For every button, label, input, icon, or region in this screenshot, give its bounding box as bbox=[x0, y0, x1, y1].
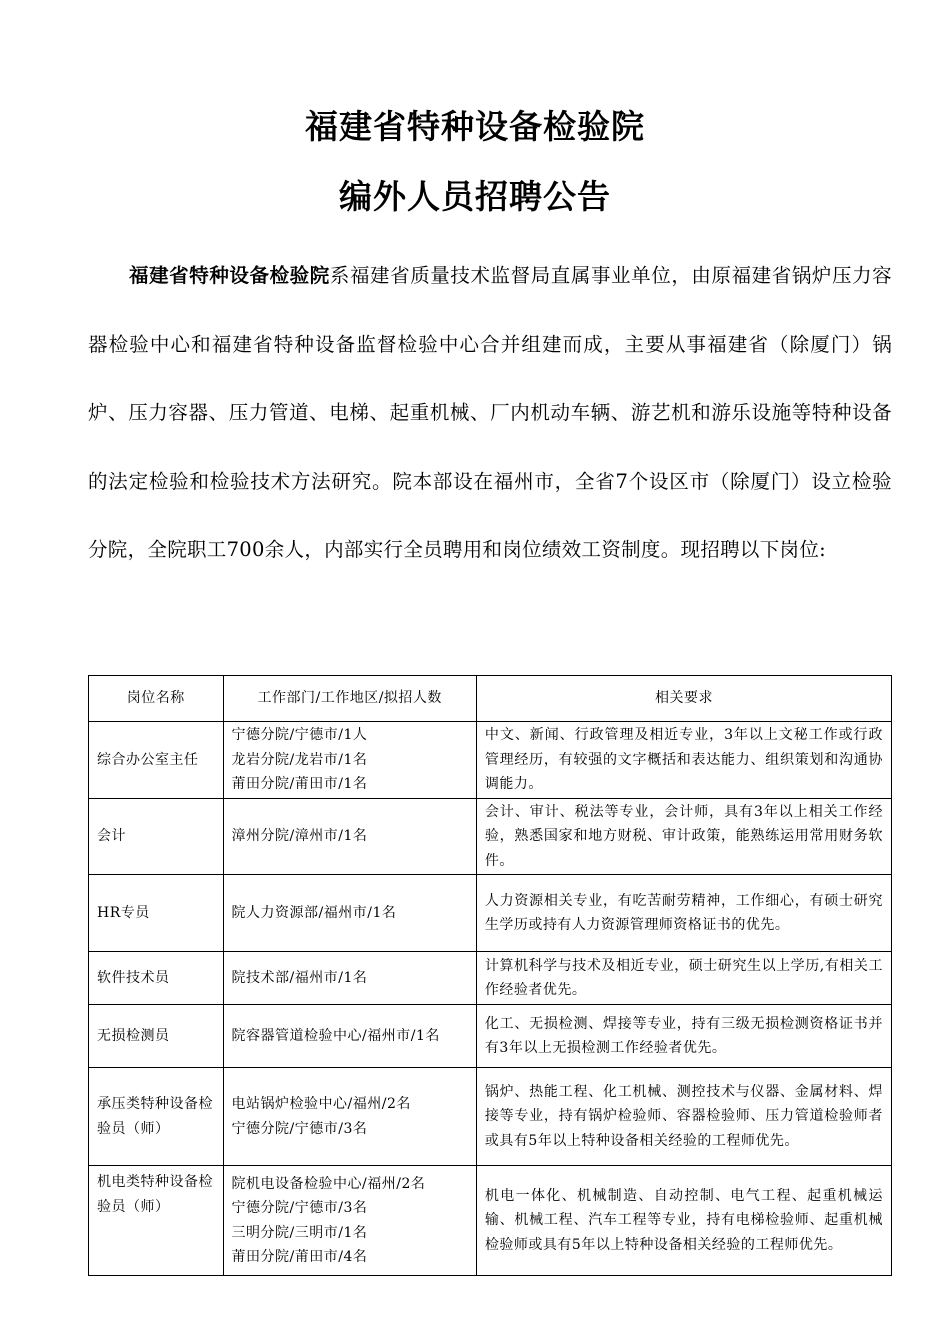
department-line: 院人力资源部/福州市/1名 bbox=[231, 904, 397, 921]
position-cell: 综合办公室主任 bbox=[89, 722, 224, 799]
intro-org-name: 福建省特种设备检验院 bbox=[129, 264, 330, 287]
position-cell: 软件技术员 bbox=[89, 952, 224, 1005]
department-line: 龙岩分院/龙岩市/1名 bbox=[231, 751, 368, 768]
intro-text: 系福建省质量技术监督局直属事业单位，由原福建省锅炉压力容器检验中心和福建省特种设备监督检验中心合并组建而成，主要从事福建省（除厦门）锅炉、压力容器、压力管道、电梯、起重机械、厂内机动车辆、游艺机和游乐设施等特种设备的法定检验和检验技术方法研究。院本部设在福州市，全省7个设区市（除厦门）设立检验分院，全院职工700余人，内部实行全员聘用和岗位绩效工资制度。现招聘以下岗位: bbox=[88, 264, 892, 561]
department-cell bbox=[223, 875, 476, 952]
table-row bbox=[89, 1005, 892, 1068]
department-line: 莆田分院/莆田市/1名 bbox=[231, 776, 368, 793]
department-line: 莆田分院/莆田市/4名 bbox=[231, 1249, 368, 1265]
requirements-cell: 锅炉、热能工程、化工机械、测控技术与仪器、金属材料、焊接等专业，持有锅炉检验师、容器检验师、压力管道检验师者或具有5年以上特种设备相关经验的工程师优先。 bbox=[476, 1068, 891, 1166]
department-cell bbox=[223, 1166, 476, 1276]
department-line: 电站锅炉检验中心/福州/2名 bbox=[231, 1096, 411, 1112]
table-row bbox=[89, 1068, 892, 1166]
position-cell: 机电类特种设备检验员（师） bbox=[89, 1166, 224, 1276]
intro-paragraph bbox=[88, 242, 892, 585]
requirements-cell: 化工、无损检测、焊接等专业，持有三级无损检测资格证书并有3年以上无损检测工作经验者优先。 bbox=[476, 1005, 891, 1068]
department-cell bbox=[223, 1068, 476, 1166]
department-cell bbox=[223, 1005, 476, 1068]
table-header-row bbox=[89, 676, 892, 722]
requirements-cell: 中文、新闻、行政管理及相近专业，3年以上文秘工作或行政管理经历，有较强的文字概括和表达能力、组织策划和沟通协调能力。 bbox=[476, 722, 891, 799]
position-cell: 无损检测员 bbox=[89, 1005, 224, 1068]
table-row bbox=[89, 952, 892, 1005]
recruitment-table bbox=[88, 675, 892, 1276]
page-title: 福建省特种设备检验院 bbox=[305, 107, 645, 146]
table-row bbox=[89, 799, 892, 875]
department-line: 宁德分院/宁德市/1人 bbox=[231, 727, 368, 744]
header-requirements: 相关要求 bbox=[476, 676, 891, 722]
requirements-cell: 会计、审计、税法等专业，会计师，具有3年以上相关工作经验，熟悉国家和地方财税、审计政策，能熟练运用常用财务软件。 bbox=[476, 799, 891, 875]
department-line: 宁德分院/宁德市/3名 bbox=[231, 1200, 368, 1216]
table-row bbox=[89, 722, 892, 799]
position-cell: 会计 bbox=[89, 799, 224, 875]
requirements-cell: 机电一体化、机械制造、自动控制、电气工程、起重机械运输、机械工程、汽车工程等专业，持有电梯检验师、起重机械检验师或具有5年以上特种设备相关经验的工程师优先。 bbox=[476, 1166, 891, 1276]
department-cell bbox=[223, 799, 476, 875]
department-line: 漳州分院/漳州市/1名 bbox=[231, 828, 368, 845]
page-subtitle: 编外人员招聘公告 bbox=[339, 177, 611, 216]
table-row bbox=[89, 875, 892, 952]
department-line: 宁德分院/宁德市/3名 bbox=[231, 1120, 368, 1137]
position-cell: 承压类特种设备检验员（师） bbox=[89, 1068, 224, 1166]
position-cell: HR专员 bbox=[89, 875, 224, 952]
header-department: 工作部门/工作地区/拟招人数 bbox=[223, 676, 476, 722]
table-row bbox=[89, 1166, 892, 1276]
requirements-cell: 计算机科学与技术及相近专业，硕士研究生以上学历,有相关工作经验者优先。 bbox=[476, 952, 891, 1005]
header-position: 岗位名称 bbox=[89, 676, 224, 722]
department-line: 院容器管道检验中心/福州市/1名 bbox=[231, 1027, 440, 1044]
department-cell bbox=[223, 722, 476, 799]
department-line: 三明分院/三明市/1名 bbox=[231, 1224, 368, 1241]
department-line: 院机电设备检验中心/福州/2名 bbox=[231, 1175, 426, 1192]
department-line: 院技术部/福州市/1名 bbox=[231, 969, 368, 986]
department-cell bbox=[223, 952, 476, 1005]
requirements-cell: 人力资源相关专业，有吃苦耐劳精神，工作细心，有硕士研究生学历或持有人力资源管理师资格证书的优先。 bbox=[476, 875, 891, 952]
